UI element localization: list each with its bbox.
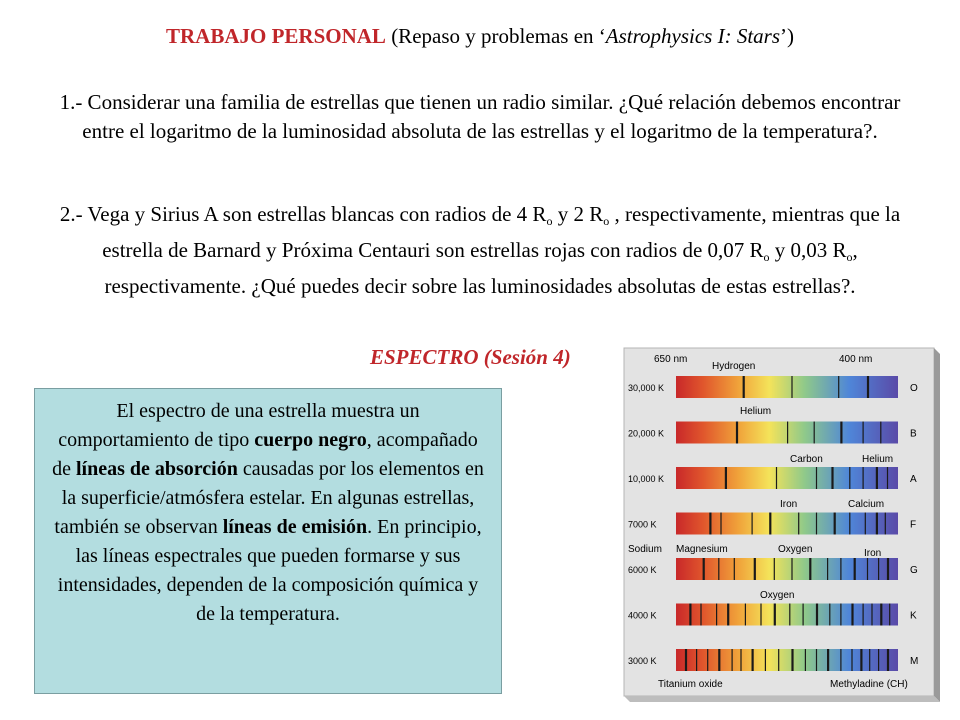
absorption-line xyxy=(827,558,828,580)
problem-2-text-5: , respectivamente. ¿Qué puedes decir sobre las luminosidades absolutas de estas estrellas?. xyxy=(104,238,858,298)
label-helium: Helium xyxy=(740,406,772,417)
spectral-class-label: M xyxy=(910,656,919,667)
absorption-line xyxy=(816,649,817,671)
absorption-line xyxy=(840,604,841,626)
spectral-class-label: B xyxy=(910,428,917,440)
absorption-line xyxy=(700,604,701,626)
solar-symbol: o xyxy=(603,214,610,228)
absorption-line xyxy=(867,558,868,580)
absorption-line xyxy=(816,467,817,489)
absorption-line xyxy=(834,513,836,535)
absorption-line xyxy=(718,649,720,671)
label-methyladine: Methyladine (CH) xyxy=(830,679,908,690)
label-iron-2: Iron xyxy=(864,548,882,559)
spectral-class-label: O xyxy=(910,383,918,394)
absorption-line xyxy=(854,558,856,580)
absorption-line xyxy=(727,604,729,626)
absorption-line xyxy=(709,513,711,535)
spectrum-bar xyxy=(676,376,898,398)
absorption-line xyxy=(798,513,799,535)
absorption-line xyxy=(867,376,869,398)
info-bold-emission: líneas de emisión xyxy=(222,516,368,538)
temperature-label: 4000 K xyxy=(628,610,657,621)
spectrum-bar xyxy=(676,467,898,489)
absorption-line xyxy=(880,604,882,626)
info-text-3: causadas por los elementos en la superficie/atmósfera estelar. En algunas estrellas, también se observan xyxy=(54,458,484,538)
solar-symbol: o xyxy=(846,250,853,264)
label-calcium: Calcium xyxy=(848,499,885,510)
spectrum-bar xyxy=(676,649,898,671)
wavelength-right-label: 400 nm xyxy=(839,354,873,365)
label-magnesium: Magnesium xyxy=(676,544,728,555)
absorption-line xyxy=(816,513,817,535)
solar-symbol: o xyxy=(763,250,770,264)
label-helium-2: Helium xyxy=(862,454,894,465)
absorption-line xyxy=(878,649,879,671)
absorption-line xyxy=(840,649,841,671)
problem-2-text-4: y 0,03 R xyxy=(769,238,847,262)
temperature-label: 30,000 K xyxy=(628,383,665,393)
absorption-line xyxy=(829,604,830,626)
info-text-2: , acompañado de xyxy=(52,429,478,480)
absorption-line xyxy=(740,649,741,671)
absorption-line xyxy=(887,467,888,489)
label-sodium: Sodium xyxy=(628,544,662,555)
absorption-line xyxy=(685,649,687,671)
absorption-line xyxy=(703,558,705,580)
spectral-class-label: K xyxy=(910,610,917,622)
absorption-line xyxy=(760,604,761,626)
absorption-line xyxy=(732,649,733,671)
problem-1: 1.- Considerar una familia de estrellas que tienen un radio similar. ¿Qué relación debemos encontrar entre el logaritmo de la luminosidad absoluta de las estrellas y el logaritmo de la temperatura?. xyxy=(59,90,901,143)
heading-title: TRABAJO PERSONAL xyxy=(165,24,386,48)
absorption-line xyxy=(696,649,697,671)
temperature-label: 20,000 K xyxy=(628,428,665,439)
label-oxygen: Oxygen xyxy=(778,544,813,555)
temperature-label: 7000 K xyxy=(628,519,657,530)
absorption-line xyxy=(863,422,864,444)
absorption-line xyxy=(851,604,853,626)
absorption-line xyxy=(769,513,771,535)
absorption-line xyxy=(871,604,872,626)
absorption-line xyxy=(720,513,721,535)
problem-2-text-2: y 2 R xyxy=(552,202,604,226)
absorption-line xyxy=(774,604,776,626)
absorption-line xyxy=(752,649,754,671)
absorption-line xyxy=(787,422,788,444)
spectrum-bar xyxy=(676,558,898,580)
absorption-line xyxy=(774,558,775,580)
spectral-class-label: A xyxy=(910,474,917,485)
absorption-line xyxy=(849,467,850,489)
absorption-line xyxy=(745,604,746,626)
absorption-line xyxy=(716,604,717,626)
stellar-spectra-svg xyxy=(618,346,942,702)
absorption-line xyxy=(876,467,878,489)
absorption-line xyxy=(876,513,878,535)
figure-frame-shadow xyxy=(934,348,940,702)
absorption-line xyxy=(887,649,889,671)
heading-text-1: (Repaso y problemas en ‘ xyxy=(385,24,606,48)
absorption-line xyxy=(734,558,735,580)
absorption-line xyxy=(765,649,766,671)
wavelength-left-label: 650 nm xyxy=(654,354,688,365)
absorption-line xyxy=(885,513,886,535)
info-bold-absorption: líneas de absorción xyxy=(75,458,238,480)
absorption-line xyxy=(789,604,790,626)
section-subheading: ESPECTRO (Sesión 4) xyxy=(370,345,571,369)
absorption-line xyxy=(889,604,890,626)
heading-book-title: Astrophysics I: Stars xyxy=(605,24,781,48)
heading-text-2: ’) xyxy=(780,24,795,48)
label-carbon: Carbon xyxy=(790,454,823,465)
spectrum-bar xyxy=(676,604,898,626)
absorption-line xyxy=(725,467,727,489)
problem-2 xyxy=(40,200,920,301)
absorption-line xyxy=(863,604,864,626)
absorption-line xyxy=(849,513,850,535)
label-oxygen-2: Oxygen xyxy=(760,590,795,601)
absorption-line xyxy=(736,422,738,444)
absorption-line xyxy=(814,422,815,444)
absorption-line xyxy=(831,467,833,489)
absorption-line xyxy=(776,467,777,489)
info-text-1: El espectro de una estrella muestra un comportamiento de tipo xyxy=(58,400,420,451)
label-hydrogen: Hydrogen xyxy=(712,361,756,372)
spectral-class-label: F xyxy=(910,519,917,531)
absorption-line xyxy=(791,376,792,398)
absorption-line xyxy=(743,376,745,398)
absorption-line xyxy=(887,558,889,580)
absorption-line xyxy=(809,558,811,580)
absorption-line xyxy=(840,558,841,580)
absorption-line xyxy=(689,604,691,626)
temperature-label: 3000 K xyxy=(628,656,657,666)
absorption-line xyxy=(860,649,862,671)
absorption-line xyxy=(754,558,756,580)
figure-frame-bottom xyxy=(624,696,940,702)
absorption-line xyxy=(778,649,779,671)
absorption-line xyxy=(851,649,852,671)
absorption-line xyxy=(718,558,719,580)
page-heading xyxy=(40,24,920,49)
problem-2-text-1: 2.- Vega y Sirius A son estrellas blancas con radios de 4 R xyxy=(59,202,547,226)
label-iron: Iron xyxy=(780,499,798,510)
temperature-label: 10,000 K xyxy=(628,474,665,484)
label-titanium-oxide: Titanium oxide xyxy=(658,679,723,690)
absorption-line xyxy=(838,376,839,398)
absorption-line xyxy=(869,649,870,671)
absorption-line xyxy=(805,649,806,671)
stellar-spectra-figure xyxy=(618,346,942,702)
absorption-line xyxy=(803,604,804,626)
absorption-line xyxy=(840,422,842,444)
temperature-label: 6000 K xyxy=(628,565,657,575)
absorption-line xyxy=(791,558,792,580)
absorption-line xyxy=(878,558,879,580)
spectrum-info-box xyxy=(34,388,502,694)
absorption-line xyxy=(827,649,829,671)
absorption-line xyxy=(865,513,866,535)
absorption-line xyxy=(863,467,864,489)
absorption-line xyxy=(707,649,708,671)
absorption-line xyxy=(791,649,793,671)
problem-2-text-3: , respectivamente, mientras que la estrella de Barnard y Próxima Centauri son estrellas rojas con radios de 0,07 R xyxy=(102,202,901,262)
absorption-line xyxy=(752,513,753,535)
info-text-4: . En principio, las líneas espectrales que pueden formarse y sus intensidades, dependen de la composición química y de la temperatura. xyxy=(57,516,482,625)
info-bold-blackbody: cuerpo negro xyxy=(254,429,367,451)
absorption-line xyxy=(816,604,818,626)
spectral-class-label: G xyxy=(910,565,918,576)
solar-symbol: o xyxy=(546,214,553,228)
absorption-line xyxy=(880,422,881,444)
